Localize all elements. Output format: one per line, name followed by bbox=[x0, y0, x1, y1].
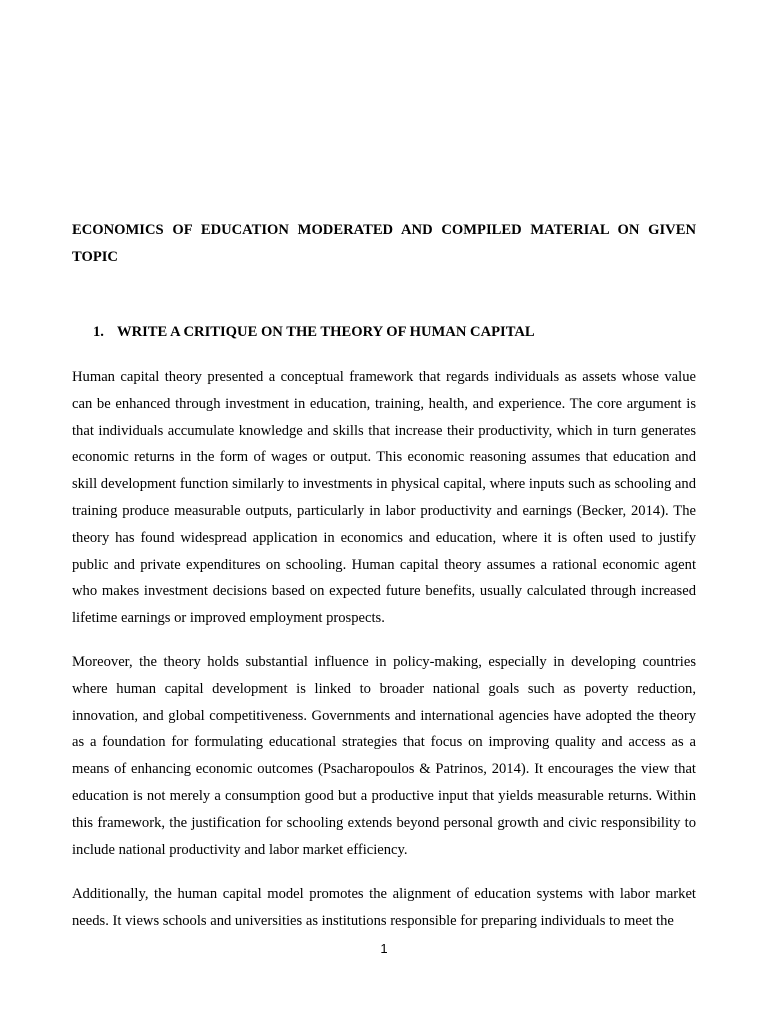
document-title: ECONOMICS OF EDUCATION MODERATED AND COMPILED MATERIAL ON GIVEN TOPIC bbox=[72, 222, 696, 265]
section-heading bbox=[93, 319, 535, 346]
page-number: 1 bbox=[380, 941, 388, 956]
section-heading-text: WRITE A CRITIQUE ON THE THEORY OF HUMAN CAPITAL bbox=[117, 324, 535, 340]
body-paragraph-3: Additionally, the human capital model promotes the alignment of education systems with labor market needs. It views schools and universities as institutions responsible for preparing individuals to meet the bbox=[72, 886, 696, 929]
section-number: 1. bbox=[93, 324, 104, 340]
body-paragraph-1: Human capital theory presented a conceptual framework that regards individuals as assets whose value can be enhanced through investment in education, training, health, and experience. The core argument is that individuals accumulate knowledge and skills that increase their productivity, which in turn generates economic returns in the form of wages or output. This economic reasoning assumes that education and skill development function similarly to investments in physical capital, where inputs such as schooling and training produce measurable outputs, particularly in labor productivity and earnings (Becker, 2014). The theory has found widespread application in economics and education, where it is often used to justify public and private expenditures on schooling. Human capital theory assumes a rational economic agent who makes investment decisions based on expected future benefits, usually calculated through increased lifetime earnings or improved employment prospects. bbox=[72, 369, 696, 627]
body-paragraph-2: Moreover, the theory holds substantial influence in policy-making, especially in developing countries where human capital development is linked to broader national goals such as poverty reduction, innovation, and global competitiveness. Governments and international agencies have adopted the theory as a foundation for formulating educational strategies that focus on improving quality and access as a means of enhancing economic outcomes (Psacharopoulos & Patrinos, 2014). It encourages the view that education is not merely a consumption good but a productive input that yields measurable returns. Within this framework, the justification for schooling extends beyond personal growth and civic responsibility to include national productivity and labor market efficiency. bbox=[72, 654, 696, 858]
